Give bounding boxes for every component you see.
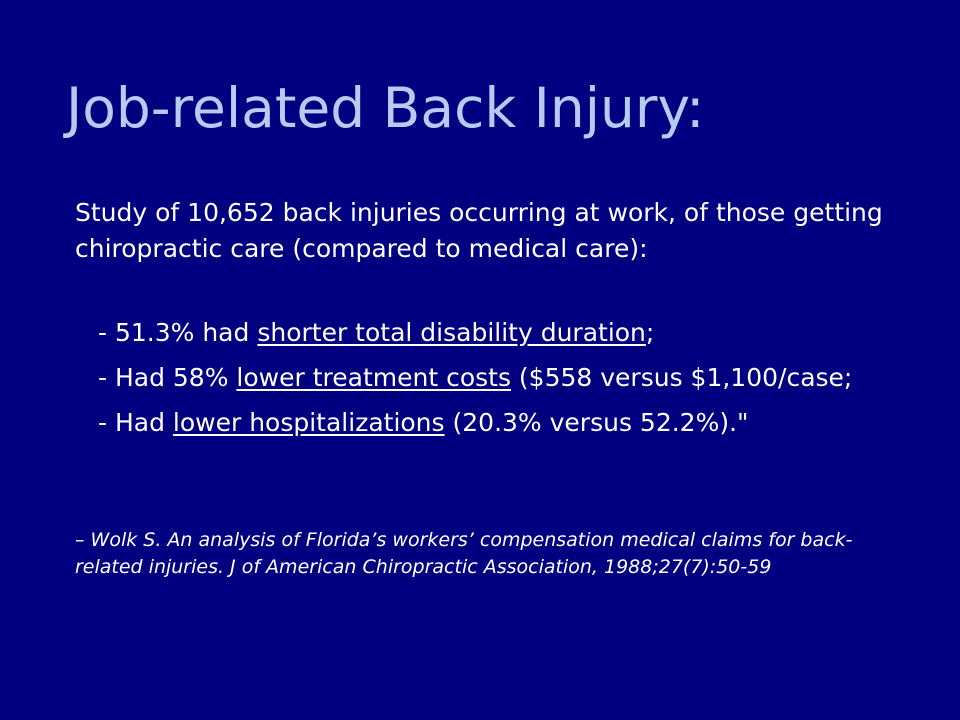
finding-highlight: lower hospitalizations xyxy=(172,408,445,437)
slide-title: Job-related Back Injury: xyxy=(66,76,705,140)
finding-treatment-costs xyxy=(98,360,888,396)
finding-hospitalizations xyxy=(98,405,888,441)
finding-highlight: shorter total disability duration xyxy=(257,318,646,347)
finding-suffix: ($558 versus $1,100/case; xyxy=(510,363,853,392)
findings-list xyxy=(98,315,888,450)
finding-highlight: lower treatment costs xyxy=(236,363,511,392)
finding-prefix: - 51.3% had xyxy=(98,318,258,347)
finding-disability-duration xyxy=(98,315,888,351)
finding-suffix: ; xyxy=(645,318,655,347)
finding-prefix: - Had xyxy=(98,408,173,437)
citation: – Wolk S. An analysis of Florida’s workers’ compensation medical claims for back-related injuries. J of American Chiropractic Association, 1988;27(7):50-59 xyxy=(75,529,853,578)
finding-suffix: (20.3% versus 52.2%)." xyxy=(444,408,749,437)
study-intro: Study of 10,652 back injuries occurring at work, of those getting chiropractic care (compared to medical care): xyxy=(75,198,883,263)
finding-prefix: - Had 58% xyxy=(98,363,237,392)
